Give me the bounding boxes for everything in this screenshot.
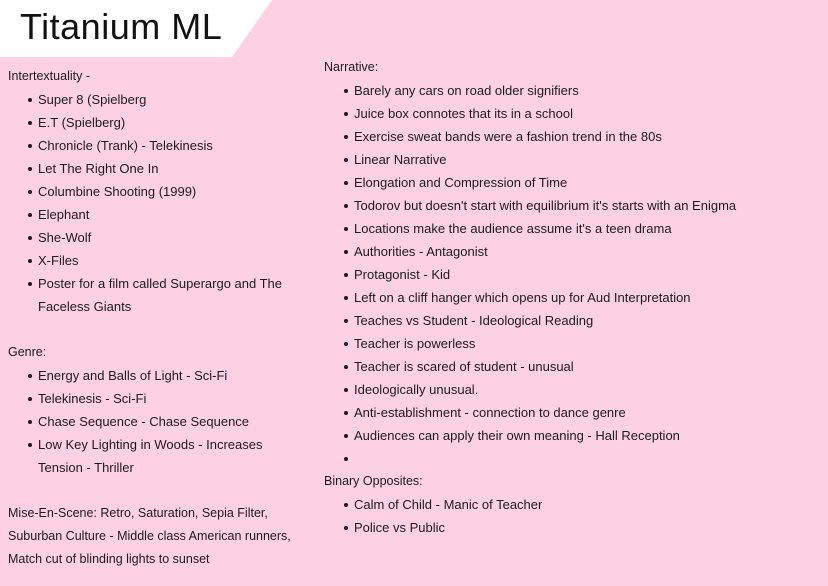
list-item: Teacher is scared of student - unusual: [354, 355, 824, 378]
narrative-list: [324, 79, 824, 470]
list-item: Locations make the audience assume it's a teen drama: [354, 217, 824, 240]
list-item: Calm of Child - Manic of Teacher: [354, 493, 824, 516]
genre-list: [8, 364, 308, 479]
list-item: Super 8 (Spielberg: [38, 88, 308, 111]
list-item: Anti-establishment - connection to dance genre: [354, 401, 824, 424]
list-item: Energy and Balls of Light - Sci-Fi: [38, 364, 308, 387]
list-item: Authorities - Antagonist: [354, 240, 824, 263]
list-item: Barely any cars on road older signifiers: [354, 79, 824, 102]
right-column: [324, 56, 824, 539]
list-item: E.T (Spielberg): [38, 111, 308, 134]
binary-opposites-list: [324, 493, 824, 539]
list-item: Exercise sweat bands were a fashion trend in the 80s: [354, 125, 824, 148]
narrative-heading: Narrative:: [324, 60, 379, 74]
list-item: Todorov but doesn't start with equilibrium it's starts with an Enigma: [354, 194, 824, 217]
mise-en-scene-text: Mise-En-Scene: Retro, Saturation, Sepia Filter, Suburban Culture - Middle class American runners, Match cut of blinding lights to sunset: [8, 506, 291, 566]
list-item: Chase Sequence - Chase Sequence: [38, 410, 308, 433]
list-item: Teacher is powerless: [354, 332, 824, 355]
list-item: Teaches vs Student - Ideological Reading: [354, 309, 824, 332]
list-item: Juice box connotes that its in a school: [354, 102, 824, 125]
list-item: Chronicle (Trank) - Telekinesis: [38, 134, 308, 157]
list-item: Let The Right One In: [38, 157, 308, 180]
list-item: X-Files: [38, 249, 308, 272]
list-item: Columbine Shooting (1999): [38, 180, 308, 203]
list-item: Audiences can apply their own meaning - Hall Reception: [354, 424, 824, 447]
list-item: Elephant: [38, 203, 308, 226]
binary-opposites-heading: Binary Opposites:: [324, 474, 423, 488]
list-item: Low Key Lighting in Woods - Increases Tension - Thriller: [38, 433, 308, 479]
list-item: Ideologically unusual.: [354, 378, 824, 401]
list-item: Linear Narrative: [354, 148, 824, 171]
list-item: Left on a cliff hanger which opens up for Aud Interpretation: [354, 286, 824, 309]
list-item: Telekinesis - Sci-Fi: [38, 387, 308, 410]
list-item: [354, 447, 824, 470]
list-item: Protagonist - Kid: [354, 263, 824, 286]
list-item: She-Wolf: [38, 226, 308, 249]
intertextuality-list: [8, 88, 308, 318]
list-item: Police vs Public: [354, 516, 824, 539]
list-item: Poster for a film called Superargo and The Faceless Giants: [38, 272, 308, 318]
genre-heading: Genre:: [8, 345, 47, 359]
left-column: [8, 65, 308, 571]
page-title: Titanium ML: [20, 6, 223, 47]
list-item: Elongation and Compression of Time: [354, 171, 824, 194]
intertextuality-heading: Intertextuality -: [8, 69, 90, 83]
